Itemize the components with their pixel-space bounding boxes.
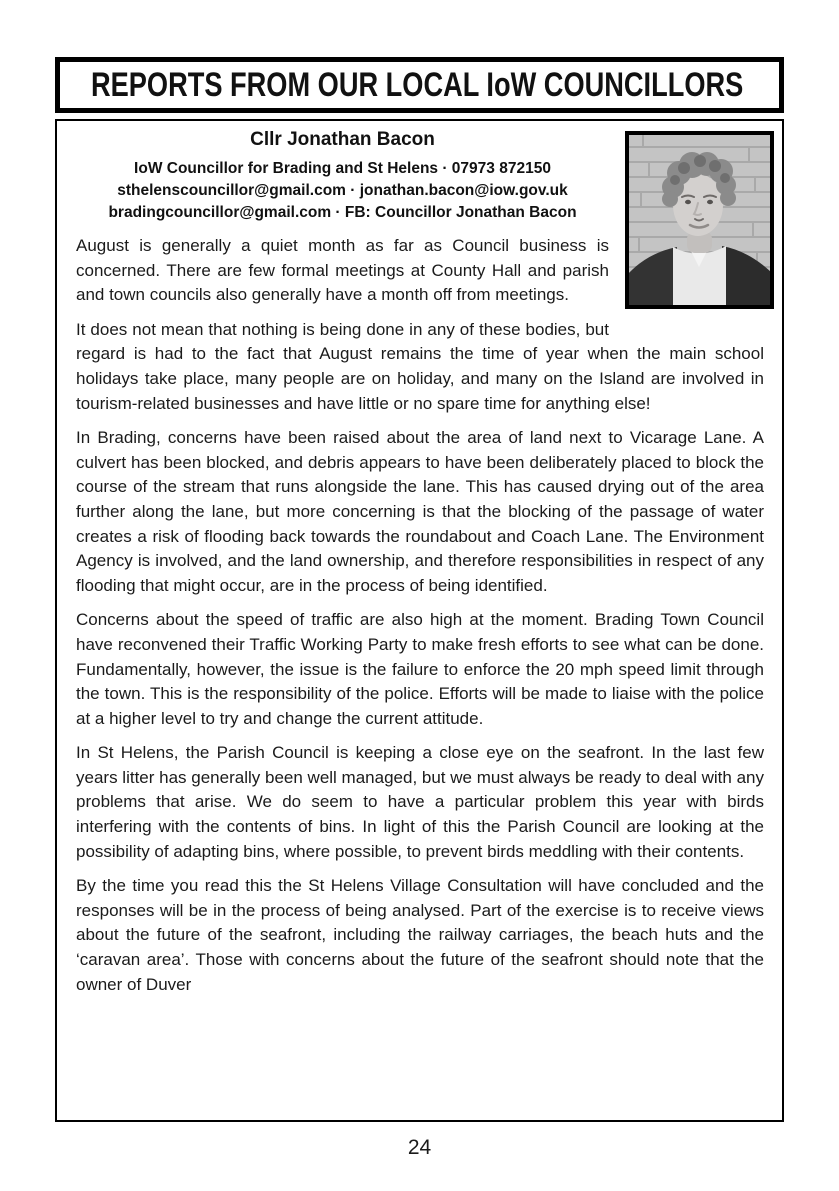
councillor-name: Cllr Jonathan Bacon (250, 129, 435, 150)
page-content (55, 57, 784, 1122)
portrait-photo-image (629, 135, 770, 305)
paragraph-brading-culvert: In Brading, concerns have been raised about the area of land next to Vicarage Lane. A culvert has been blocked, and debris appears to have been deliberately placed to block the course of the stream that runs alongside the lane. This has caused drying out of the area further along the lane, but more concerning is that the blocking of the passage of water creates a risk of flooding back towards the roundabout and Coach Lane. The Environment Agency is involved, and the land ownership, and therefore responsibilities in respect of any flooding that might occur, are in the process of being identified. (76, 428, 764, 595)
paragraph-august-quiet: August is generally a quiet month as far as Council business is concerned. There are few formal meetings at County Hall and parish and town councils also generally have a month off from meetings. (76, 236, 609, 305)
page-number: 24 (407, 1136, 432, 1159)
contact-line-emails: sthelenscouncillor@gmail.com · jonathan.bacon@iow.gov.uk (117, 182, 568, 199)
contact-line-role-phone: IoW Councillor for Brading and St Helens · 07973 872150 (134, 160, 551, 177)
paragraph-village-consultation: By the time you read this the St Helens Village Consultation will have concluded and the responses will be in the process of being analysed. Part of the exercise is to receive views about the future of the seafront, including the railway carriages, the beach huts and the ‘caravan area’. Those with concerns about the future of the seafront should note that the owner of Duver (76, 876, 764, 994)
councillor-portrait-photo (625, 131, 774, 309)
paragraph-holidays: It does not mean that nothing is being done in any of these bodies, but regard is had to the fact that August remains the time of year when the main school holidays take place, many people are on holiday, and many on the Island are involved in tourism-related businesses and have little or no spare time for anything else! (76, 319, 764, 413)
section-title: REPORTS FROM OUR LOCAL IoW COUNCILLORS (91, 65, 744, 104)
contact-line-email-facebook: bradingcouncillor@gmail.com · FB: Councillor Jonathan Bacon (108, 204, 577, 221)
paragraph-traffic-speed: Concerns about the speed of traffic are also high at the moment. Brading Town Council have reconvened their Traffic Working Party to make fresh efforts to see what can be done. Fundamentally, however, the issue is the failure to enforce the 20 mph speed limit through the town. This is the responsibility of the police. Efforts will be made to liaise with the police at a higher level to try and change the current attitude. (76, 610, 764, 728)
paragraph-st-helens-seafront: In St Helens, the Parish Council is keeping a close eye on the seafront. In the last few years litter has generally been well managed, but we must always be ready to deal with any problems that arise. We do seem to have a particular problem this year with birds interfering with the contents of bins. In light of this the Parish Council are looking at the possibility of adapting bins, where possible, to prevent birds meddling with their contents. (76, 743, 764, 861)
councillor-report-article (55, 119, 784, 1122)
section-header-banner (55, 57, 784, 113)
